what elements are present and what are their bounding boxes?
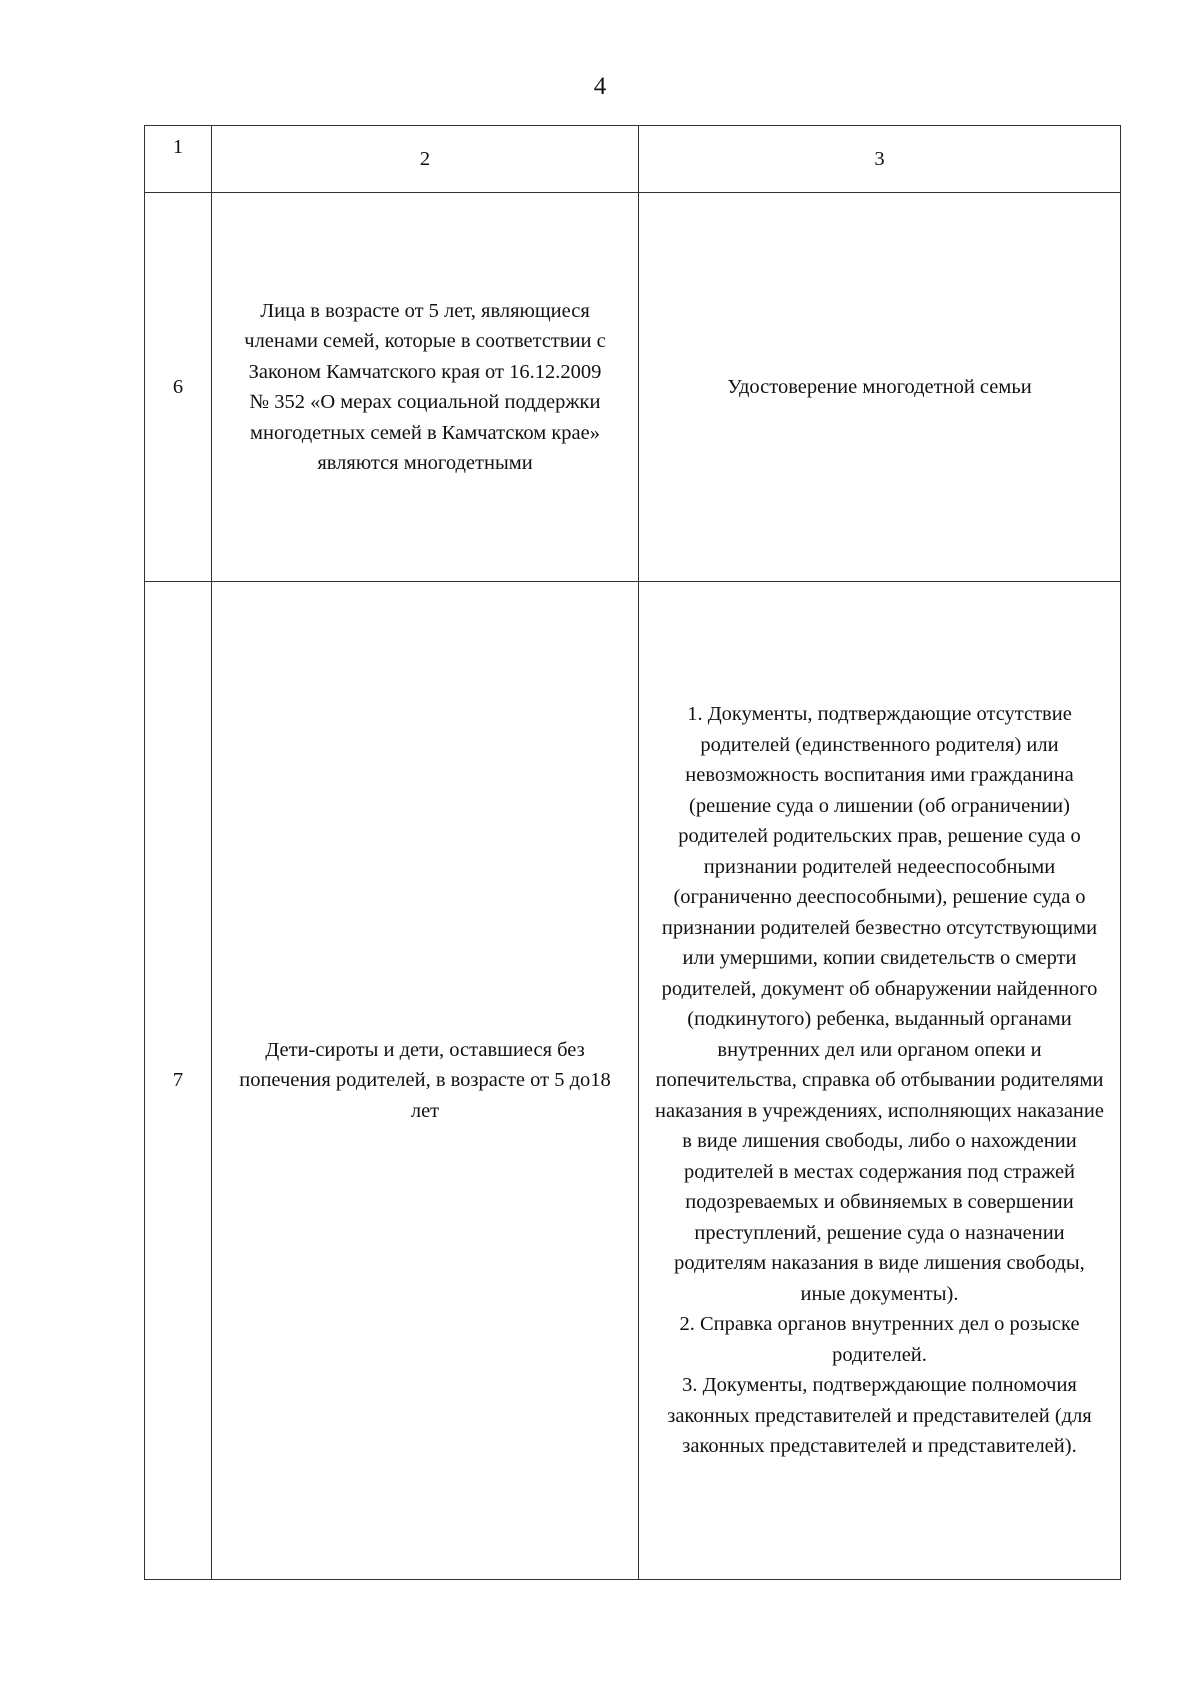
- documents-table: [144, 125, 1121, 1580]
- documents-cell: [639, 582, 1121, 1580]
- column-number-2: 2: [212, 126, 639, 193]
- category-cell: Лица в возрасте от 5 лет, являющиеся членами семей, которые в соответствии с Законом Камчатского края от 16.12.2009 № 352 «О мерах социальной поддержки многодетных семей в Камчатском крае» являются многодетными: [212, 193, 639, 582]
- document-item: 1. Документы, подтверждающие отсутствие родителей (единственного родителя) или невозможность воспитания ими гражданина (решение суда о лишении (об ограничении) родителей родительских прав, решение суда о признании родителей недееспособными (ограниченно дееспособными), решение суда о признании родителей безвестно отсутствующими или умершими, копии свидетельств о смерти родителей, документ об обнаружении найденного (подкинутого) ребенка, выданный органами внутренних дел или органом опеки и попечительства, справка об отбывании родителями наказания в учреждениях, исполняющих наказание в виде лишения свободы, либо о нахождении родителей в местах содержания под стражей подозреваемых и обвиняемых в совершении преступлений, решение суда о назначении родителям наказания в виде лишения свободы, иные документы).: [655, 703, 1104, 1305]
- row-number: 6: [145, 193, 212, 582]
- table-header-row: [145, 126, 1121, 193]
- table-row: [145, 193, 1121, 582]
- row-number: 7: [145, 582, 212, 1580]
- column-number-1: 1: [145, 126, 212, 193]
- page-number: 4: [593, 73, 607, 100]
- document-item: 2. Справка органов внутренних дел о розыске родителей.: [679, 1313, 1080, 1366]
- column-number-3: 3: [639, 126, 1121, 193]
- table-row: [145, 582, 1121, 1580]
- documents-cell: [639, 193, 1121, 582]
- category-cell: Дети-сироты и дети, оставшиеся без попечения родителей, в возрасте от 5 до18 лет: [212, 582, 639, 1580]
- document-item: Удостоверение многодетной семьи: [727, 375, 1032, 398]
- document-item: 3. Документы, подтверждающие полномочия законных представителей и представителей (для законных представителей и представителей).: [667, 1374, 1092, 1458]
